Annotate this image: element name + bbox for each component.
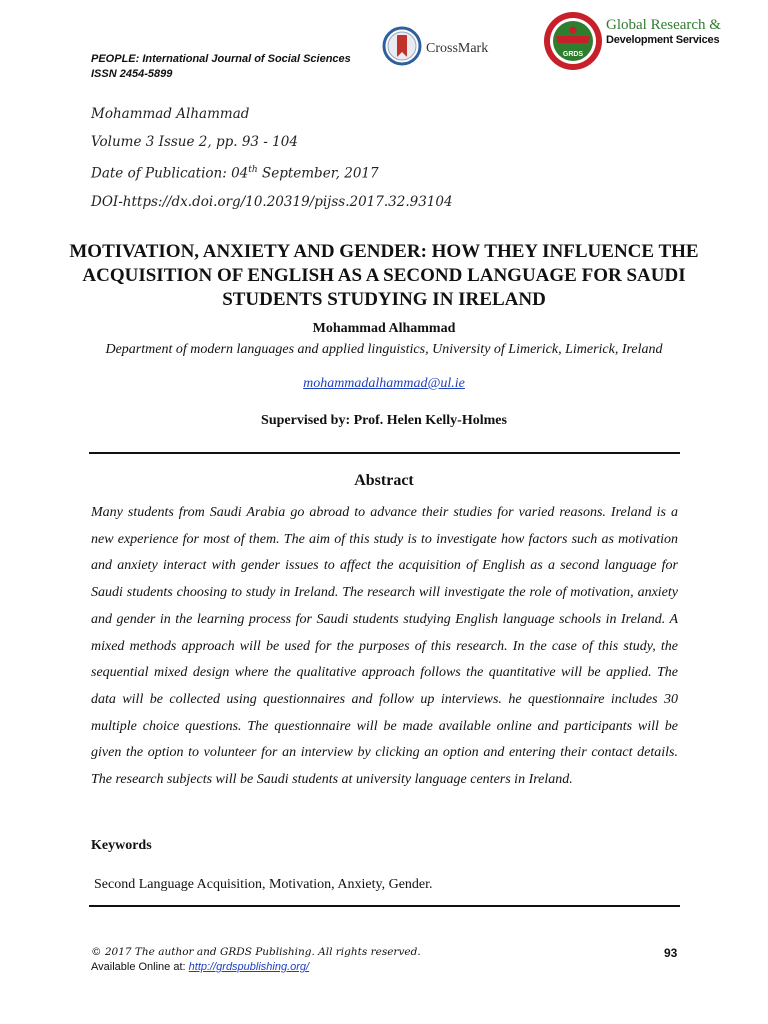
author-email-link[interactable]: mohammadalhammad@ul.ie	[303, 376, 465, 391]
footer-availability	[91, 960, 421, 975]
journal-name: PEOPLE: International Journal of Social Sciences	[91, 53, 351, 65]
footer-available-label: Available Online at:	[91, 961, 189, 973]
publisher-name-line2: Development Services	[606, 34, 720, 46]
meta-doi[interactable]: DOI-https://dx.doi.org/10.20319/pijss.2017.32.93104	[91, 193, 453, 210]
footer-url-link[interactable]: http://grdspublishing.org/	[188, 961, 310, 973]
keywords-body: Second Language Acquisition, Motivation, Anxiety, Gender.	[94, 877, 433, 892]
publication-meta	[91, 100, 453, 216]
author-affiliation: Department of modern languages and applied linguistics, University of Limerick, Limerick, Ireland	[105, 342, 663, 357]
divider-bottom	[89, 905, 680, 907]
crossmark-label: CrossMark	[426, 40, 489, 56]
paper-title: MOTIVATION, ANXIETY AND GENDER: HOW THEY INFLUENCE THE ACQUISITION OF ENGLISH AS A SECOND LANGUAGE FOR SAUDI STUDENTS STUDYING IN IRELAND	[69, 241, 699, 310]
publisher-name-line1: Global Research &	[606, 17, 721, 33]
meta-date	[91, 156, 453, 188]
paper-author: Mohammad Alhammad	[312, 321, 456, 336]
meta-date-sup: th	[248, 165, 258, 175]
grds-seal-text: GRDS	[562, 51, 584, 58]
page-footer	[91, 945, 421, 975]
meta-author: Mohammad Alhammad	[91, 106, 250, 122]
abstract-body: Many students from Saudi Arabia go abroad to advance their studies for varied reasons. Ireland is a new experience for most of them. The aim of this study is to investigate how factors such as motivation and anxiety interact with gender issues to affect the acquisition of English as a second language for Saudi students choosing to study in Ireland. The research will investigate the role of motivation, anxiety and gender in the learning process for Saudi students studying English language schools in Ireland. A mixed methods approach will be used for the purposes of this research. In the case of this study, the sequential mixed design where the qualitative approach follows the quantitative will be applied. The data will be collected using questionnaires and follow up interviews. he questionnaire includes 30 multiple choice questions. The questionnaire will be made available online and participants will be given the option to volunteer for an interview by clicking an option and entering their contact details. The research subjects will be Saudi students at university language centers in Ireland.	[91, 505, 678, 788]
publisher-logo	[542, 10, 721, 77]
journal-issn: ISSN 2454-5899	[91, 68, 173, 80]
crossmark-icon	[382, 26, 422, 71]
keywords-heading: Keywords	[91, 838, 152, 853]
footer-copyright: © 2017 The author and GRDS Publishing. All rights reserved.	[91, 946, 421, 958]
page-number: 93	[664, 946, 678, 960]
divider-top	[89, 452, 680, 454]
meta-volume: Volume 3 Issue 2, pp. 93 - 104	[91, 134, 298, 150]
meta-date-suffix: September, 2017	[257, 165, 379, 182]
publisher-name	[606, 18, 721, 48]
supervisor-line: Supervised by: Prof. Helen Kelly-Holmes	[261, 413, 507, 428]
crossmark-badge[interactable]	[382, 26, 488, 71]
grds-seal-icon	[542, 10, 604, 77]
abstract-heading: Abstract	[354, 472, 414, 489]
journal-info	[91, 52, 351, 82]
meta-date-prefix: Date of Publication: 04	[91, 165, 249, 182]
